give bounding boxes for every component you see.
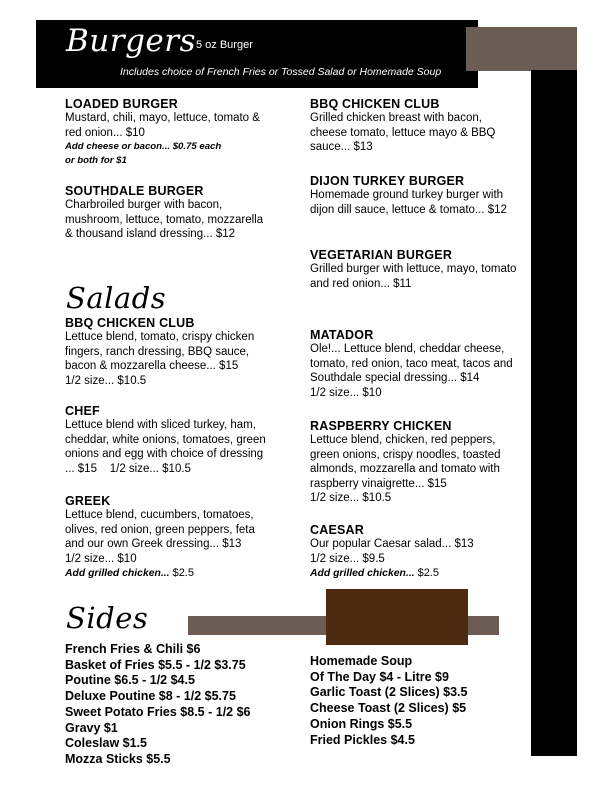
menu-item-vegetarian-burger <box>310 248 520 291</box>
item-description: Ole!... Lettuce blend, cheddar cheese, tomato, red onion, taco meat, tacos and Southdale special dressing... $14 <box>310 343 513 385</box>
item-note: Add cheese or bacon... $0.75 each <box>65 141 222 153</box>
item-description: Homemade ground turkey burger with dijon dill sauce, lettuce & tomato... $12 <box>310 189 507 216</box>
side-item: Poutine $6.5 - 1/2 $4.5 <box>65 673 195 688</box>
item-name: BBQ CHICKEN CLUB <box>65 316 195 330</box>
side-item: Garlic Toast (2 Slices) $3.5 <box>310 685 468 700</box>
item-description: Charbroiled burger with bacon, mushroom, lettuce, tomato, mozzarella & thousand island dressing... $12 <box>65 199 264 241</box>
decorative-brown-tab <box>466 27 577 71</box>
item-description: Mustard, chili, mayo, lettuce, tomato & red onion... $10 <box>65 112 260 139</box>
sides-section-title: Sides <box>66 601 149 635</box>
add-on-label: Add grilled chicken... <box>310 568 415 580</box>
menu-item-caesar-salad <box>310 523 525 582</box>
item-half-size: 1/2 size... $10 <box>310 386 382 399</box>
item-description: Lettuce blend with sliced turkey, ham, cheddar, white onions, tomatoes, green onions and egg with choice of dressing ... $15 1/2 size... $10.5 <box>65 419 269 475</box>
side-item: Of The Day $4 - Litre $9 <box>310 669 449 684</box>
item-description: Lettuce blend, chicken, red peppers, green onions, crispy noodles, toasted almonds, mozzarella and tomato with raspberry vinaigrette... $15 <box>310 434 501 490</box>
menu-item-dijon-turkey-burger <box>310 174 520 217</box>
sides-list-right <box>310 654 467 748</box>
item-name: CHEF <box>65 404 100 418</box>
side-item: Cheese Toast (2 Slices) $5 <box>310 701 467 716</box>
side-item: Gravy $1 <box>65 720 118 735</box>
menu-item-bbq-chicken-club-burger <box>310 97 520 155</box>
burgers-section-title: Burgers <box>66 23 196 59</box>
item-name: GREEK <box>65 494 111 508</box>
side-item: Deluxe Poutine $8 - 1/2 $5.75 <box>65 689 236 704</box>
add-on-label: Add grilled chicken... <box>65 568 170 580</box>
menu-item-bbq-chicken-club-salad <box>65 316 275 388</box>
item-description: Our popular Caesar salad... $13 <box>310 538 474 551</box>
item-half-size: 1/2 size... $10.5 <box>310 492 392 505</box>
item-half-size: 1/2 size... $10 <box>65 552 137 565</box>
item-name: RASPBERRY CHICKEN <box>310 419 452 433</box>
item-name: SOUTHDALE BURGER <box>65 184 204 198</box>
item-description: Lettuce blend, tomato, crispy chicken fingers, ranch dressing, BBQ sauce, bacon & mozzarella cheese... $15 <box>65 331 255 373</box>
item-name: LOADED BURGER <box>65 97 179 111</box>
menu-item-chef-salad <box>65 404 275 476</box>
side-item: Mozza Sticks $5.5 <box>65 751 171 766</box>
side-item: Homemade Soup <box>310 654 413 668</box>
sides-list-left <box>65 642 251 768</box>
item-half-size: 1/2 size... $10.5 <box>65 374 147 387</box>
item-name: VEGETARIAN BURGER <box>310 248 453 262</box>
item-name: BBQ CHICKEN CLUB <box>310 97 440 111</box>
side-item: Basket of Fries $5.5 - 1/2 $3.75 <box>65 657 246 672</box>
item-description: Lettuce blend, cucumbers, tomatoes, olives, red onion, green peppers, feta and our own Greek dressing... $13 <box>65 509 255 551</box>
side-item: Onion Rings $5.5 <box>310 716 413 731</box>
menu-item-raspberry-chicken-salad <box>310 419 525 505</box>
menu-item-loaded-burger <box>65 97 270 168</box>
decorative-side-bar <box>531 70 577 756</box>
menu-item-southdale-burger <box>65 184 270 242</box>
item-add-on <box>65 566 275 581</box>
item-half-size: 1/2 size... $9.5 <box>310 552 385 565</box>
item-description: Grilled burger with lettuce, mayo, tomato and red onion... $11 <box>310 263 517 290</box>
item-name: DIJON TURKEY BURGER <box>310 174 465 188</box>
menu-item-matador-salad <box>310 328 525 400</box>
item-add-on <box>310 566 525 581</box>
item-name: MATADOR <box>310 328 374 342</box>
add-on-price: $2.5 <box>414 567 439 580</box>
salads-section-title: Salads <box>66 281 167 315</box>
item-description: Grilled chicken breast with bacon, cheese tomato, lettuce mayo & BBQ sauce... $13 <box>310 112 496 154</box>
side-item: Coleslaw $1.5 <box>65 736 147 751</box>
item-name: CAESAR <box>310 523 364 537</box>
decorative-brown-box <box>326 589 468 645</box>
side-item: Fried Pickles $4.5 <box>310 732 415 747</box>
burger-includes-note: Includes choice of French Fries or Tossed Salad or Homemade Soup <box>120 66 442 78</box>
burger-size-note: 5 oz Burger <box>196 39 253 51</box>
menu-item-greek-salad <box>65 494 275 581</box>
side-item: Sweet Potato Fries $8.5 - 1/2 $6 <box>65 704 251 719</box>
side-item: French Fries & Chili $6 <box>65 642 201 656</box>
add-on-price: $2.5 <box>169 567 194 580</box>
item-note: or both for $1 <box>65 155 127 167</box>
